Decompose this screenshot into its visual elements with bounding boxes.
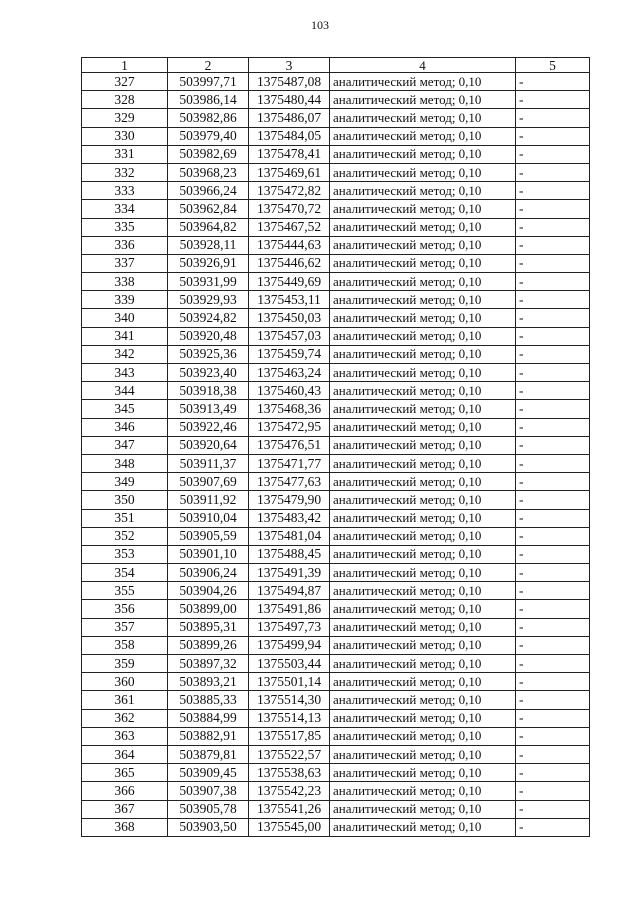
x-coordinate-cell: 503906,24 bbox=[168, 564, 249, 582]
method-accuracy-cell: аналитический метод; 0,10 bbox=[330, 345, 516, 363]
table-row bbox=[82, 418, 590, 436]
method-accuracy-cell: аналитический метод; 0,10 bbox=[330, 527, 516, 545]
x-coordinate-cell: 503918,38 bbox=[168, 382, 249, 400]
page-number: 103 bbox=[311, 18, 329, 32]
method-accuracy-cell: аналитический метод; 0,10 bbox=[330, 491, 516, 509]
method-accuracy-cell: аналитический метод; 0,10 bbox=[330, 673, 516, 691]
point-number-cell: 345 bbox=[82, 400, 168, 418]
table-row bbox=[82, 400, 590, 418]
point-number-cell: 336 bbox=[82, 236, 168, 254]
table-row bbox=[82, 236, 590, 254]
point-number-cell: 327 bbox=[82, 73, 168, 91]
point-number-cell: 355 bbox=[82, 582, 168, 600]
y-coordinate-cell: 1375477,63 bbox=[249, 473, 330, 491]
description-cell: - bbox=[516, 273, 590, 291]
method-accuracy-cell: аналитический метод; 0,10 bbox=[330, 473, 516, 491]
table-row bbox=[82, 582, 590, 600]
table-row bbox=[82, 327, 590, 345]
x-coordinate-cell: 503885,33 bbox=[168, 691, 249, 709]
table-row bbox=[82, 818, 590, 836]
table-row bbox=[82, 200, 590, 218]
x-coordinate-cell: 503964,82 bbox=[168, 218, 249, 236]
method-accuracy-cell: аналитический метод; 0,10 bbox=[330, 545, 516, 563]
description-cell: - bbox=[516, 345, 590, 363]
description-cell: - bbox=[516, 182, 590, 200]
description-cell: - bbox=[516, 145, 590, 163]
table-row bbox=[82, 382, 590, 400]
point-number-cell: 342 bbox=[82, 345, 168, 363]
point-number-cell: 365 bbox=[82, 764, 168, 782]
y-coordinate-cell: 1375484,05 bbox=[249, 127, 330, 145]
y-coordinate-cell: 1375522,57 bbox=[249, 745, 330, 763]
description-cell: - bbox=[516, 109, 590, 127]
description-cell: - bbox=[516, 545, 590, 563]
y-coordinate-cell: 1375491,86 bbox=[249, 600, 330, 618]
x-coordinate-cell: 503922,46 bbox=[168, 418, 249, 436]
header-col-3: 3 bbox=[249, 58, 330, 73]
method-accuracy-cell: аналитический метод; 0,10 bbox=[330, 418, 516, 436]
header-col-4: 4 bbox=[330, 58, 516, 73]
table-row bbox=[82, 127, 590, 145]
table-row bbox=[82, 163, 590, 181]
y-coordinate-cell: 1375487,08 bbox=[249, 73, 330, 91]
y-coordinate-cell: 1375450,03 bbox=[249, 309, 330, 327]
method-accuracy-cell: аналитический метод; 0,10 bbox=[330, 509, 516, 527]
description-cell: - bbox=[516, 91, 590, 109]
y-coordinate-cell: 1375542,23 bbox=[249, 782, 330, 800]
description-cell: - bbox=[516, 254, 590, 272]
x-coordinate-cell: 503882,91 bbox=[168, 727, 249, 745]
method-accuracy-cell: аналитический метод; 0,10 bbox=[330, 655, 516, 673]
method-accuracy-cell: аналитический метод; 0,10 bbox=[330, 618, 516, 636]
point-number-cell: 348 bbox=[82, 454, 168, 472]
table-row bbox=[82, 764, 590, 782]
y-coordinate-cell: 1375486,07 bbox=[249, 109, 330, 127]
description-cell: - bbox=[516, 400, 590, 418]
method-accuracy-cell: аналитический метод; 0,10 bbox=[330, 200, 516, 218]
method-accuracy-cell: аналитический метод; 0,10 bbox=[330, 145, 516, 163]
point-number-cell: 363 bbox=[82, 727, 168, 745]
x-coordinate-cell: 503931,99 bbox=[168, 273, 249, 291]
description-cell: - bbox=[516, 782, 590, 800]
x-coordinate-cell: 503905,78 bbox=[168, 800, 249, 818]
table-row bbox=[82, 527, 590, 545]
description-cell: - bbox=[516, 691, 590, 709]
y-coordinate-cell: 1375468,36 bbox=[249, 400, 330, 418]
y-coordinate-cell: 1375545,00 bbox=[249, 818, 330, 836]
description-cell: - bbox=[516, 418, 590, 436]
y-coordinate-cell: 1375457,03 bbox=[249, 327, 330, 345]
y-coordinate-cell: 1375488,45 bbox=[249, 545, 330, 563]
description-cell: - bbox=[516, 527, 590, 545]
y-coordinate-cell: 1375459,74 bbox=[249, 345, 330, 363]
table-row bbox=[82, 345, 590, 363]
point-number-cell: 368 bbox=[82, 818, 168, 836]
method-accuracy-cell: аналитический метод; 0,10 bbox=[330, 109, 516, 127]
table-row bbox=[82, 600, 590, 618]
table-row bbox=[82, 636, 590, 654]
description-cell: - bbox=[516, 309, 590, 327]
table-header-row bbox=[82, 58, 590, 73]
point-number-cell: 358 bbox=[82, 636, 168, 654]
method-accuracy-cell: аналитический метод; 0,10 bbox=[330, 727, 516, 745]
header-col-5: 5 bbox=[516, 58, 590, 73]
x-coordinate-cell: 503986,14 bbox=[168, 91, 249, 109]
table-row bbox=[82, 91, 590, 109]
y-coordinate-cell: 1375480,44 bbox=[249, 91, 330, 109]
method-accuracy-cell: аналитический метод; 0,10 bbox=[330, 582, 516, 600]
y-coordinate-cell: 1375501,14 bbox=[249, 673, 330, 691]
point-number-cell: 335 bbox=[82, 218, 168, 236]
description-cell: - bbox=[516, 709, 590, 727]
point-number-cell: 328 bbox=[82, 91, 168, 109]
method-accuracy-cell: аналитический метод; 0,10 bbox=[330, 691, 516, 709]
y-coordinate-cell: 1375476,51 bbox=[249, 436, 330, 454]
y-coordinate-cell: 1375541,26 bbox=[249, 800, 330, 818]
x-coordinate-cell: 503997,71 bbox=[168, 73, 249, 91]
y-coordinate-cell: 1375538,63 bbox=[249, 764, 330, 782]
table-row bbox=[82, 745, 590, 763]
method-accuracy-cell: аналитический метод; 0,10 bbox=[330, 163, 516, 181]
table-row bbox=[82, 691, 590, 709]
method-accuracy-cell: аналитический метод; 0,10 bbox=[330, 254, 516, 272]
description-cell: - bbox=[516, 509, 590, 527]
table-row bbox=[82, 782, 590, 800]
x-coordinate-cell: 503904,26 bbox=[168, 582, 249, 600]
coordinates-table bbox=[81, 57, 590, 837]
method-accuracy-cell: аналитический метод; 0,10 bbox=[330, 782, 516, 800]
x-coordinate-cell: 503929,93 bbox=[168, 291, 249, 309]
x-coordinate-cell: 503899,00 bbox=[168, 600, 249, 618]
description-cell: - bbox=[516, 764, 590, 782]
description-cell: - bbox=[516, 163, 590, 181]
y-coordinate-cell: 1375446,62 bbox=[249, 254, 330, 272]
description-cell: - bbox=[516, 127, 590, 145]
point-number-cell: 343 bbox=[82, 364, 168, 382]
point-number-cell: 337 bbox=[82, 254, 168, 272]
method-accuracy-cell: аналитический метод; 0,10 bbox=[330, 73, 516, 91]
table-row bbox=[82, 364, 590, 382]
method-accuracy-cell: аналитический метод; 0,10 bbox=[330, 709, 516, 727]
description-cell: - bbox=[516, 473, 590, 491]
x-coordinate-cell: 503893,21 bbox=[168, 673, 249, 691]
point-number-cell: 361 bbox=[82, 691, 168, 709]
table-row bbox=[82, 709, 590, 727]
point-number-cell: 364 bbox=[82, 745, 168, 763]
point-number-cell: 367 bbox=[82, 800, 168, 818]
point-number-cell: 353 bbox=[82, 545, 168, 563]
method-accuracy-cell: аналитический метод; 0,10 bbox=[330, 127, 516, 145]
x-coordinate-cell: 503924,82 bbox=[168, 309, 249, 327]
table-row bbox=[82, 564, 590, 582]
description-cell: - bbox=[516, 291, 590, 309]
description-cell: - bbox=[516, 564, 590, 582]
method-accuracy-cell: аналитический метод; 0,10 bbox=[330, 600, 516, 618]
method-accuracy-cell: аналитический метод; 0,10 bbox=[330, 436, 516, 454]
point-number-cell: 357 bbox=[82, 618, 168, 636]
x-coordinate-cell: 503905,59 bbox=[168, 527, 249, 545]
method-accuracy-cell: аналитический метод; 0,10 bbox=[330, 273, 516, 291]
point-number-cell: 350 bbox=[82, 491, 168, 509]
method-accuracy-cell: аналитический метод; 0,10 bbox=[330, 800, 516, 818]
description-cell: - bbox=[516, 636, 590, 654]
table-row bbox=[82, 436, 590, 454]
y-coordinate-cell: 1375499,94 bbox=[249, 636, 330, 654]
table-row bbox=[82, 273, 590, 291]
x-coordinate-cell: 503879,81 bbox=[168, 745, 249, 763]
method-accuracy-cell: аналитический метод; 0,10 bbox=[330, 764, 516, 782]
method-accuracy-cell: аналитический метод; 0,10 bbox=[330, 745, 516, 763]
table-row bbox=[82, 509, 590, 527]
header-col-2: 2 bbox=[168, 58, 249, 73]
table-row bbox=[82, 73, 590, 91]
x-coordinate-cell: 503979,40 bbox=[168, 127, 249, 145]
y-coordinate-cell: 1375514,13 bbox=[249, 709, 330, 727]
x-coordinate-cell: 503895,31 bbox=[168, 618, 249, 636]
description-cell: - bbox=[516, 745, 590, 763]
y-coordinate-cell: 1375491,39 bbox=[249, 564, 330, 582]
y-coordinate-cell: 1375463,24 bbox=[249, 364, 330, 382]
point-number-cell: 362 bbox=[82, 709, 168, 727]
description-cell: - bbox=[516, 200, 590, 218]
table-row bbox=[82, 109, 590, 127]
point-number-cell: 356 bbox=[82, 600, 168, 618]
table-row bbox=[82, 800, 590, 818]
method-accuracy-cell: аналитический метод; 0,10 bbox=[330, 382, 516, 400]
x-coordinate-cell: 503913,49 bbox=[168, 400, 249, 418]
method-accuracy-cell: аналитический метод; 0,10 bbox=[330, 327, 516, 345]
method-accuracy-cell: аналитический метод; 0,10 bbox=[330, 636, 516, 654]
table-row bbox=[82, 454, 590, 472]
x-coordinate-cell: 503928,11 bbox=[168, 236, 249, 254]
point-number-cell: 329 bbox=[82, 109, 168, 127]
x-coordinate-cell: 503982,69 bbox=[168, 145, 249, 163]
x-coordinate-cell: 503884,99 bbox=[168, 709, 249, 727]
y-coordinate-cell: 1375470,72 bbox=[249, 200, 330, 218]
y-coordinate-cell: 1375494,87 bbox=[249, 582, 330, 600]
x-coordinate-cell: 503926,91 bbox=[168, 254, 249, 272]
description-cell: - bbox=[516, 382, 590, 400]
description-cell: - bbox=[516, 655, 590, 673]
point-number-cell: 340 bbox=[82, 309, 168, 327]
table-row bbox=[82, 727, 590, 745]
x-coordinate-cell: 503909,45 bbox=[168, 764, 249, 782]
x-coordinate-cell: 503907,38 bbox=[168, 782, 249, 800]
method-accuracy-cell: аналитический метод; 0,10 bbox=[330, 309, 516, 327]
description-cell: - bbox=[516, 364, 590, 382]
point-number-cell: 339 bbox=[82, 291, 168, 309]
table-row bbox=[82, 291, 590, 309]
table-row bbox=[82, 473, 590, 491]
x-coordinate-cell: 503920,64 bbox=[168, 436, 249, 454]
method-accuracy-cell: аналитический метод; 0,10 bbox=[330, 400, 516, 418]
description-cell: - bbox=[516, 491, 590, 509]
table-row bbox=[82, 254, 590, 272]
point-number-cell: 349 bbox=[82, 473, 168, 491]
point-number-cell: 330 bbox=[82, 127, 168, 145]
method-accuracy-cell: аналитический метод; 0,10 bbox=[330, 454, 516, 472]
point-number-cell: 346 bbox=[82, 418, 168, 436]
x-coordinate-cell: 503899,26 bbox=[168, 636, 249, 654]
x-coordinate-cell: 503910,04 bbox=[168, 509, 249, 527]
point-number-cell: 338 bbox=[82, 273, 168, 291]
table-row bbox=[82, 673, 590, 691]
description-cell: - bbox=[516, 618, 590, 636]
point-number-cell: 331 bbox=[82, 145, 168, 163]
x-coordinate-cell: 503901,10 bbox=[168, 545, 249, 563]
header-col-1: 1 bbox=[82, 58, 168, 73]
point-number-cell: 360 bbox=[82, 673, 168, 691]
y-coordinate-cell: 1375479,90 bbox=[249, 491, 330, 509]
point-number-cell: 347 bbox=[82, 436, 168, 454]
description-cell: - bbox=[516, 73, 590, 91]
x-coordinate-cell: 503911,92 bbox=[168, 491, 249, 509]
y-coordinate-cell: 1375469,61 bbox=[249, 163, 330, 181]
point-number-cell: 366 bbox=[82, 782, 168, 800]
table-row bbox=[82, 309, 590, 327]
y-coordinate-cell: 1375483,42 bbox=[249, 509, 330, 527]
table-row bbox=[82, 545, 590, 563]
description-cell: - bbox=[516, 218, 590, 236]
point-number-cell: 344 bbox=[82, 382, 168, 400]
y-coordinate-cell: 1375472,82 bbox=[249, 182, 330, 200]
y-coordinate-cell: 1375497,73 bbox=[249, 618, 330, 636]
method-accuracy-cell: аналитический метод; 0,10 bbox=[330, 818, 516, 836]
table-row bbox=[82, 182, 590, 200]
y-coordinate-cell: 1375444,63 bbox=[249, 236, 330, 254]
description-cell: - bbox=[516, 454, 590, 472]
point-number-cell: 332 bbox=[82, 163, 168, 181]
y-coordinate-cell: 1375503,44 bbox=[249, 655, 330, 673]
y-coordinate-cell: 1375517,85 bbox=[249, 727, 330, 745]
description-cell: - bbox=[516, 800, 590, 818]
description-cell: - bbox=[516, 436, 590, 454]
method-accuracy-cell: аналитический метод; 0,10 bbox=[330, 218, 516, 236]
table-row bbox=[82, 618, 590, 636]
y-coordinate-cell: 1375514,30 bbox=[249, 691, 330, 709]
method-accuracy-cell: аналитический метод; 0,10 bbox=[330, 182, 516, 200]
point-number-cell: 334 bbox=[82, 200, 168, 218]
x-coordinate-cell: 503962,84 bbox=[168, 200, 249, 218]
method-accuracy-cell: аналитический метод; 0,10 bbox=[330, 91, 516, 109]
y-coordinate-cell: 1375460,43 bbox=[249, 382, 330, 400]
description-cell: - bbox=[516, 818, 590, 836]
x-coordinate-cell: 503897,32 bbox=[168, 655, 249, 673]
method-accuracy-cell: аналитический метод; 0,10 bbox=[330, 364, 516, 382]
description-cell: - bbox=[516, 673, 590, 691]
x-coordinate-cell: 503982,86 bbox=[168, 109, 249, 127]
description-cell: - bbox=[516, 582, 590, 600]
description-cell: - bbox=[516, 600, 590, 618]
description-cell: - bbox=[516, 327, 590, 345]
y-coordinate-cell: 1375481,04 bbox=[249, 527, 330, 545]
x-coordinate-cell: 503911,37 bbox=[168, 454, 249, 472]
x-coordinate-cell: 503907,69 bbox=[168, 473, 249, 491]
point-number-cell: 359 bbox=[82, 655, 168, 673]
method-accuracy-cell: аналитический метод; 0,10 bbox=[330, 564, 516, 582]
table-row bbox=[82, 655, 590, 673]
x-coordinate-cell: 503920,48 bbox=[168, 327, 249, 345]
x-coordinate-cell: 503968,23 bbox=[168, 163, 249, 181]
method-accuracy-cell: аналитический метод; 0,10 bbox=[330, 291, 516, 309]
point-number-cell: 341 bbox=[82, 327, 168, 345]
y-coordinate-cell: 1375471,77 bbox=[249, 454, 330, 472]
description-cell: - bbox=[516, 727, 590, 745]
point-number-cell: 333 bbox=[82, 182, 168, 200]
method-accuracy-cell: аналитический метод; 0,10 bbox=[330, 236, 516, 254]
point-number-cell: 351 bbox=[82, 509, 168, 527]
y-coordinate-cell: 1375453,11 bbox=[249, 291, 330, 309]
x-coordinate-cell: 503903,50 bbox=[168, 818, 249, 836]
point-number-cell: 352 bbox=[82, 527, 168, 545]
point-number-cell: 354 bbox=[82, 564, 168, 582]
y-coordinate-cell: 1375478,41 bbox=[249, 145, 330, 163]
y-coordinate-cell: 1375449,69 bbox=[249, 273, 330, 291]
x-coordinate-cell: 503923,40 bbox=[168, 364, 249, 382]
x-coordinate-cell: 503925,36 bbox=[168, 345, 249, 363]
description-cell: - bbox=[516, 236, 590, 254]
x-coordinate-cell: 503966,24 bbox=[168, 182, 249, 200]
table-row bbox=[82, 145, 590, 163]
table-row bbox=[82, 218, 590, 236]
y-coordinate-cell: 1375467,52 bbox=[249, 218, 330, 236]
table-body bbox=[82, 73, 590, 837]
table-row bbox=[82, 491, 590, 509]
y-coordinate-cell: 1375472,95 bbox=[249, 418, 330, 436]
